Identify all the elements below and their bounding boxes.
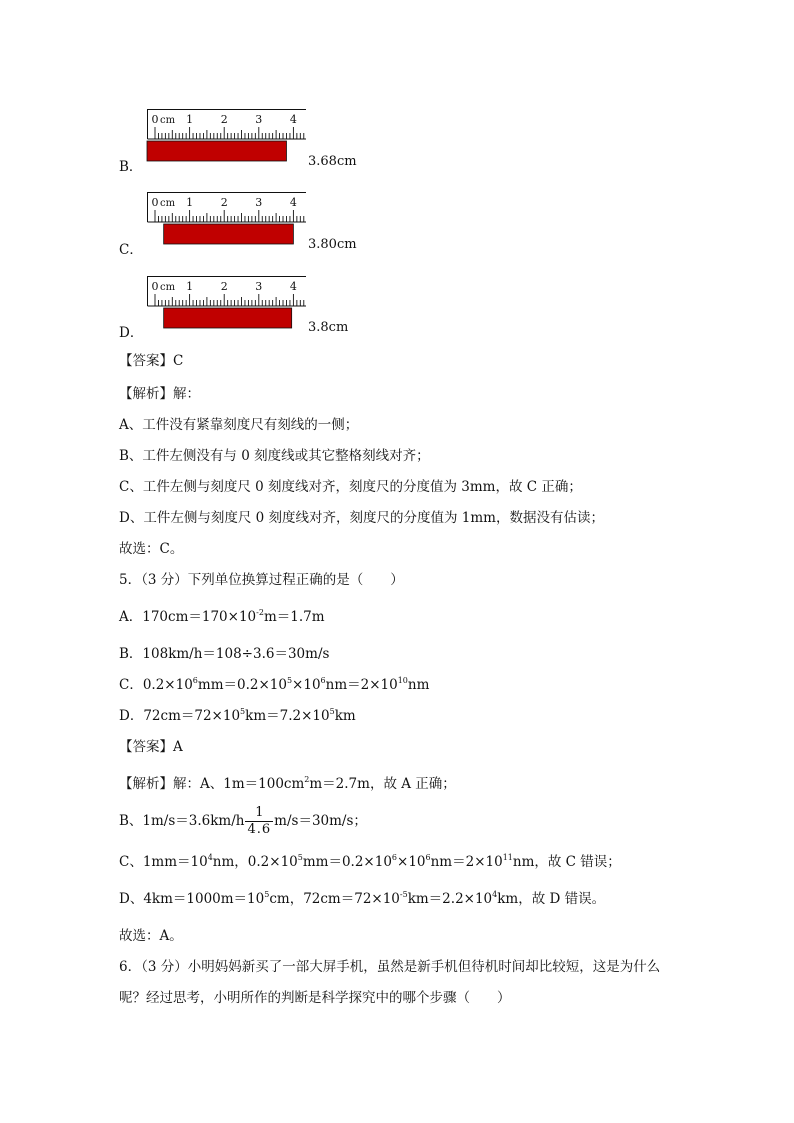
ruler-figure-b — [146, 108, 308, 164]
q5-option-c-part: C．0.2×10 — [119, 677, 193, 693]
q5-option-c-exponent: 10 — [397, 675, 408, 685]
q5-stem: 5．（3 分）下列单位换算过程正确的是（ ） — [119, 572, 404, 588]
ruler-tick-label: 3 — [255, 196, 263, 209]
q5-analysis-a-part: m＝2.7m，故 A 正确； — [309, 776, 456, 792]
q5-option-c-part: nm＝2×10 — [325, 677, 398, 693]
ruler-unit-label: cm — [160, 198, 176, 209]
ruler-tick-label: 4 — [289, 280, 297, 293]
ruler-tick-label: 3 — [255, 113, 263, 126]
option-b-label: B． — [119, 159, 143, 175]
ruler-figure-c — [146, 191, 308, 247]
ruler-tick-label: 0 — [151, 196, 159, 209]
q5-analysis-b — [119, 805, 367, 838]
ruler-tick-label: 0 — [151, 113, 159, 126]
ruler-tick-label: 2 — [220, 280, 228, 293]
q5-analysis-d-part: D、4km＝1000m＝10 — [119, 891, 265, 907]
q5-option-c-part: ×10 — [292, 677, 321, 693]
q4-analysis-a: A、工件没有紧靠刻度尺有刻线的一侧； — [119, 417, 359, 433]
q5-analysis-a-part: 【解析】解：A、1m＝100cm — [119, 776, 305, 792]
ruler-tick-label: 3 — [255, 280, 263, 293]
q5-option-d — [119, 707, 356, 725]
q6-stem-line-2: 呢？经过思考，小明所作的判断是科学探究中的哪个步骤（ ） — [119, 990, 511, 1006]
q4-analysis-d: D、工件左侧与刻度尺 0 刻度线对齐，刻度尺的分度值为 1mm，数据没有估读； — [119, 510, 604, 526]
option-d-label: D． — [119, 325, 144, 341]
q5-analysis-b-fraction — [245, 805, 273, 838]
q5-analysis-c-part: ×10 — [397, 854, 426, 870]
q5-analysis-d-exponent: 5 — [264, 889, 270, 899]
option-c-label: C． — [119, 242, 143, 258]
q5-option-d-part: km＝7.2×10 — [245, 708, 330, 724]
q5-analysis-d-exponent: -5 — [399, 889, 408, 899]
option-b-value: 3.68cm — [308, 154, 357, 169]
q5-analysis-d — [119, 890, 605, 908]
q5-analysis-c-part: mm＝0.2×10 — [302, 854, 392, 870]
workpiece-bar — [164, 308, 292, 328]
q5-analysis-b-part: B、1m/s＝3.6km/h — [119, 813, 245, 829]
ruler-tick-label: 2 — [220, 196, 228, 209]
q4-answer: 【答案】C — [119, 353, 184, 369]
q5-analysis-a — [119, 775, 456, 793]
q5-option-d-part: D．72cm＝72×10 — [119, 708, 241, 724]
ruler-tick-label: 4 — [289, 113, 297, 126]
q5-choice: 故选：A。 — [119, 928, 183, 944]
q5-analysis-c-part: C、1mm＝10 — [119, 854, 208, 870]
q5-analysis-d-part: cm，72cm＝72×10 — [269, 891, 400, 907]
q5-analysis-d-part: km，故 D 错误。 — [497, 891, 606, 907]
q4-analysis-head: 【解析】解： — [119, 386, 200, 402]
q5-option-a-exponent: -2 — [256, 607, 264, 617]
option-d-value: 3.8cm — [308, 320, 349, 335]
q5-analysis-c — [119, 853, 621, 871]
q5-option-c-exponent: 5 — [286, 675, 293, 685]
q5-analysis-c-part: nm＝2×10 — [430, 854, 503, 870]
q5-analysis-c-exponent: 6 — [425, 852, 431, 862]
fraction-numerator: 1 — [245, 805, 273, 822]
q5-option-a-text: A．170cm＝170×10 — [119, 609, 257, 625]
q5-option-d-part: km — [334, 708, 356, 724]
q5-analysis-c-exponent: 6 — [391, 852, 398, 862]
q5-analysis-d-part: km＝2.2×10 — [407, 891, 493, 907]
workpiece-bar — [164, 224, 294, 244]
q5-option-d-exponent: 5 — [329, 706, 335, 716]
q4-analysis-c: C、工件左侧与刻度尺 0 刻度线对齐，刻度尺的分度值为 3mm，故 C 正确； — [119, 479, 582, 495]
q5-option-a-text-end: m＝1.7m — [263, 609, 325, 625]
fraction-denominator: 4.6 — [247, 822, 272, 837]
q5-analysis-c-part: nm，故 C 错误； — [512, 854, 621, 870]
ruler-tick-label: 1 — [186, 113, 194, 126]
ruler-tick-label: 2 — [220, 113, 228, 126]
q4-analysis-b: B、工件左侧没有与 0 刻度线或其它整格刻线对齐； — [119, 448, 430, 464]
q5-analysis-c-exponent: 4 — [207, 852, 213, 862]
workpiece-bar — [147, 141, 286, 161]
ruler-tick-label: 4 — [289, 196, 297, 209]
q5-option-c-exponent: 6 — [320, 675, 326, 685]
q5-option-a — [119, 608, 325, 626]
q4-choice: 故选：C。 — [119, 541, 184, 557]
q5-analysis-a-exponent: 2 — [304, 774, 310, 784]
q6-stem-line-1: 6．（3 分）小明妈妈新买了一部大屏手机，虽然是新手机但待机时间却比较短，这是为什么 — [119, 959, 661, 975]
q5-analysis-c-part: nm，0.2×10 — [212, 854, 298, 870]
ruler-tick-label: 0 — [151, 280, 159, 293]
q5-option-c-part: mm＝0.2×10 — [197, 677, 287, 693]
ruler-unit-label: cm — [160, 115, 176, 126]
q5-analysis-c-exponent: 11 — [502, 852, 513, 862]
option-c-value: 3.80cm — [308, 237, 357, 252]
ruler-tick-label: 1 — [186, 280, 194, 293]
q5-option-d-exponent: 5 — [240, 706, 246, 716]
ruler-figure-d — [146, 275, 308, 331]
q5-answer: 【答案】A — [119, 739, 183, 755]
q5-analysis-c-exponent: 5 — [297, 852, 303, 862]
q5-option-c-exponent: 6 — [192, 675, 198, 685]
q5-option-b: B．108km/h＝108÷3.6＝30m/s — [119, 646, 330, 662]
q5-option-c — [119, 676, 429, 694]
q5-analysis-b-part: m/s＝30m/s； — [274, 813, 367, 829]
q5-analysis-d-exponent: 4 — [492, 889, 498, 899]
ruler-tick-label: 1 — [186, 196, 194, 209]
q5-option-c-part: nm — [407, 677, 430, 693]
ruler-unit-label: cm — [160, 282, 176, 293]
